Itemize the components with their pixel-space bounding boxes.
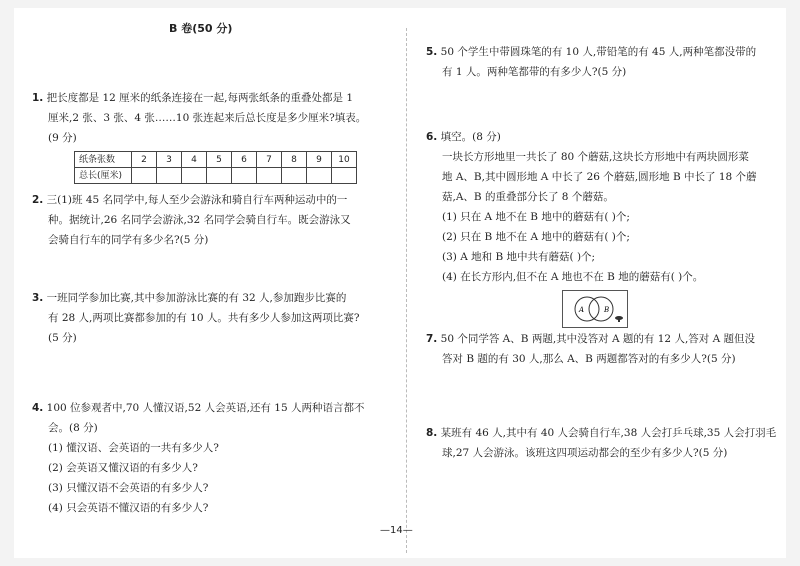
question-text: 厘米,2 张、3 张、4 张……10 张连起来后总长度是多少厘米?填表。 bbox=[48, 112, 367, 124]
question-text: 50 个同学答 A、B 两题,其中没答对 A 题的有 12 人,答对 A 题但没 bbox=[440, 333, 756, 345]
question-number: 6. bbox=[426, 131, 438, 143]
table-cell: 8 bbox=[282, 152, 307, 168]
question-7 bbox=[426, 329, 755, 369]
section-title: B 卷(50 分) bbox=[169, 22, 233, 35]
table-cell: 3 bbox=[157, 152, 182, 168]
question-text: 100 位参观者中,70 人懂汉语,52 人会英语,还有 15 人两种语言都不 bbox=[46, 402, 365, 414]
question-text: 一块长方形地里一共长了 80 个蘑菇,这块长方形地中有两块圆形菜 bbox=[442, 151, 749, 163]
question-6 bbox=[426, 127, 757, 287]
table-cell: 5 bbox=[207, 152, 232, 168]
sub-question: (4) 只会英语不懂汉语的有多少人? bbox=[48, 502, 209, 514]
table-header-cell: 纸条张数 bbox=[75, 152, 132, 168]
question-text: 一班同学参加比赛,其中参加游泳比赛的有 32 人,参加跑步比赛的 bbox=[46, 292, 347, 304]
table-cell: 6 bbox=[232, 152, 257, 168]
question-text: (9 分) bbox=[48, 132, 77, 144]
table-cell: 4 bbox=[182, 152, 207, 168]
question-number: 3. bbox=[32, 292, 44, 304]
answer-cell[interactable] bbox=[207, 168, 232, 184]
sub-question: (4) 在长方形内,但不在 A 地也不在 B 地的蘑菇有( )个。 bbox=[442, 271, 704, 283]
venn-diagram bbox=[562, 290, 628, 328]
question-number: 5. bbox=[426, 46, 438, 58]
question-text: 三(1)班 45 名同学中,每人至少会游泳和骑自行车两种运动中的一 bbox=[46, 194, 348, 206]
answer-cell[interactable] bbox=[307, 168, 332, 184]
question-text: 答对 B 题的有 30 人,那么 A、B 两题都答对的有多少人?(5 分) bbox=[442, 353, 736, 365]
question-text: 把长度都是 12 厘米的纸条连接在一起,每两张纸条的重叠处都是 1 bbox=[46, 92, 354, 104]
question-number: 8. bbox=[426, 427, 438, 439]
table-cell: 10 bbox=[332, 152, 357, 168]
question-text: 50 个学生中带圆珠笔的有 10 人,带铅笔的有 45 人,两种笔都没带的 bbox=[440, 46, 757, 58]
mushroom-icon bbox=[615, 316, 623, 322]
table-row bbox=[75, 152, 357, 168]
venn-label-b: B bbox=[604, 306, 610, 314]
sub-question: (1) 只在 A 地不在 B 地中的蘑菇有( )个; bbox=[442, 211, 630, 223]
question-text: 球,27 人会游泳。该班这四项运动都会的至少有多少人?(5 分) bbox=[442, 447, 728, 459]
strip-length-table bbox=[74, 151, 357, 184]
answer-cell[interactable] bbox=[182, 168, 207, 184]
question-number: 4. bbox=[32, 402, 44, 414]
question-heading: 填空。(8 分) bbox=[440, 131, 501, 143]
table-header-cell: 总长(厘米) bbox=[75, 168, 132, 184]
table-cell: 2 bbox=[132, 152, 157, 168]
question-text: 有 1 人。两种笔都带的有多少人?(5 分) bbox=[442, 66, 627, 78]
question-number: 2. bbox=[32, 194, 44, 206]
question-text: 菇,A、B 的重叠部分长了 8 个蘑菇。 bbox=[442, 191, 614, 203]
answer-cell[interactable] bbox=[157, 168, 182, 184]
question-4 bbox=[32, 398, 364, 518]
venn-label-a: A bbox=[579, 306, 585, 314]
sub-question: (3) 只懂汉语不会英语的有多少人? bbox=[48, 482, 209, 494]
question-text: 会骑自行车的同学有多少名?(5 分) bbox=[48, 234, 209, 246]
question-8 bbox=[426, 423, 776, 463]
table-cell: 9 bbox=[307, 152, 332, 168]
answer-cell[interactable] bbox=[232, 168, 257, 184]
sub-question: (1) 懂汉语、会英语的一共有多少人? bbox=[48, 442, 219, 454]
exam-sheet bbox=[14, 8, 786, 558]
question-text: 种。据统计,26 名同学会游泳,32 名同学会骑自行车。既会游泳又 bbox=[48, 214, 351, 226]
answer-cell[interactable] bbox=[257, 168, 282, 184]
question-3 bbox=[32, 288, 360, 348]
table-row bbox=[75, 168, 357, 184]
question-number: 7. bbox=[426, 333, 438, 345]
sub-question: (2) 只在 B 地不在 A 地中的蘑菇有( )个; bbox=[442, 231, 630, 243]
sub-question: (3) A 地和 B 地中共有蘑菇( )个; bbox=[442, 251, 596, 263]
column-divider bbox=[406, 28, 407, 553]
question-text: (5 分) bbox=[48, 332, 77, 344]
question-text: 会。(8 分) bbox=[48, 422, 98, 434]
question-1 bbox=[32, 88, 366, 184]
answer-cell[interactable] bbox=[132, 168, 157, 184]
table-cell: 7 bbox=[257, 152, 282, 168]
question-2 bbox=[32, 190, 351, 250]
question-text: 有 28 人,两项比赛都参加的有 10 人。共有多少人参加这两项比赛? bbox=[48, 312, 360, 324]
sub-question: (2) 会英语又懂汉语的有多少人? bbox=[48, 462, 198, 474]
question-text: 地 A、B,其中圆形地 A 中长了 26 个蘑菇,圆形地 B 中长了 18 个蘑 bbox=[442, 171, 757, 183]
page-number: —14— bbox=[380, 525, 413, 536]
question-text: 某班有 46 人,其中有 40 人会骑自行车,38 人会打乒乓球,35 人会打羽毛 bbox=[440, 427, 777, 439]
question-5 bbox=[426, 42, 756, 82]
question-number: 1. bbox=[32, 92, 44, 104]
answer-cell[interactable] bbox=[332, 168, 357, 184]
answer-cell[interactable] bbox=[282, 168, 307, 184]
